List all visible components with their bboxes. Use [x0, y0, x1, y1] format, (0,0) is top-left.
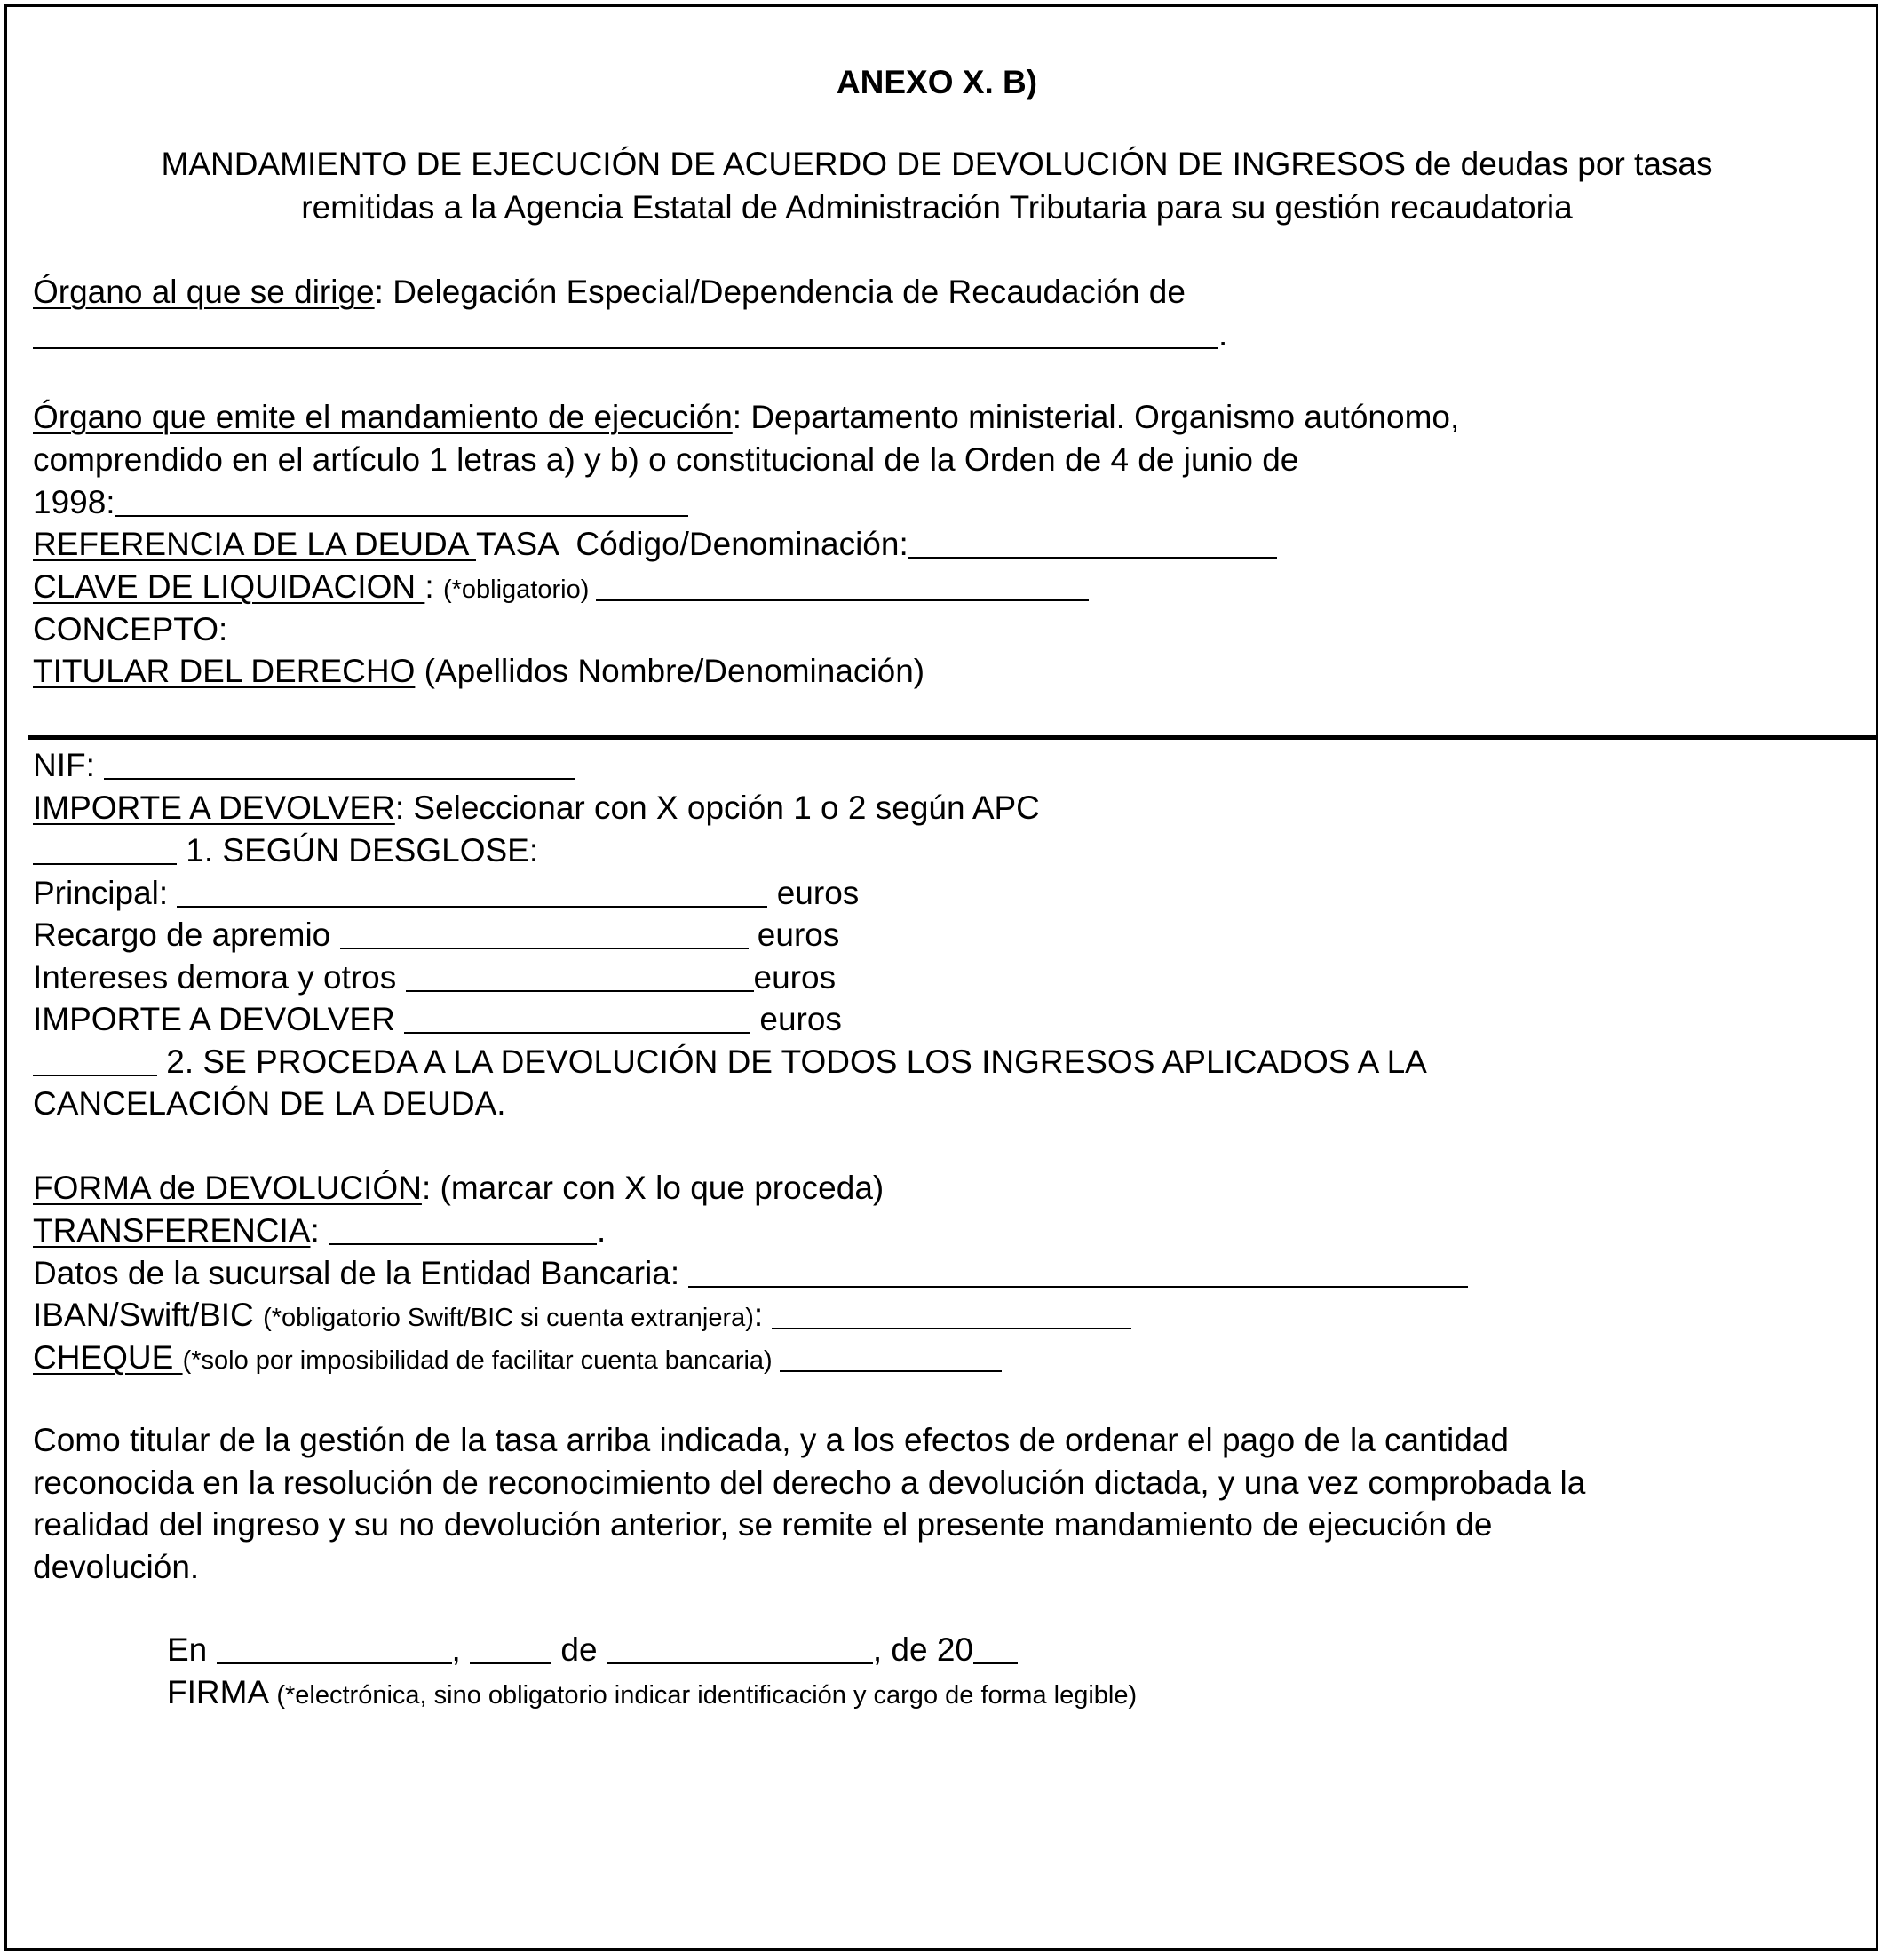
clave-label: CLAVE DE LIQUIDACION — [33, 568, 425, 605]
firma-label: FIRMA — [167, 1674, 277, 1710]
intereses-blank[interactable] — [406, 960, 754, 992]
organo-emite-year: 1998: — [33, 484, 115, 520]
total-label: IMPORTE A DEVOLVER — [33, 1001, 405, 1037]
cheque-line — [33, 1337, 1002, 1382]
date-de: de — [551, 1631, 607, 1668]
date-line — [167, 1629, 1018, 1670]
iban-blank[interactable] — [772, 1297, 1131, 1329]
principal-label: Principal: — [33, 875, 178, 911]
clave-blank[interactable] — [596, 569, 1089, 601]
nif-line — [33, 744, 575, 786]
importe-line — [33, 787, 1040, 829]
opcion2-text: 2. SE PROCEDA A LA DEVOLUCIÓN DE TODOS LOS INGRESOS APLICADOS A LA — [157, 1043, 1427, 1080]
transferencia-line — [33, 1210, 606, 1251]
total-blank[interactable] — [404, 1002, 750, 1034]
titular-line — [33, 650, 924, 692]
opcion1-checkbox-blank[interactable] — [33, 833, 177, 865]
referencia-blank[interactable] — [908, 527, 1277, 559]
sucursal-label: Datos de la sucursal de la Entidad Bancaria: — [33, 1255, 689, 1291]
recargo-blank[interactable] — [340, 917, 749, 949]
opcion2-checkbox-blank[interactable] — [33, 1044, 157, 1076]
opcion2-line2: CANCELACIÓN DE LA DEUDA. — [33, 1085, 506, 1122]
principal-line — [33, 872, 859, 914]
organo-emite-label: Órgano que emite el mandamiento de ejecución — [33, 399, 733, 435]
principal-blank[interactable] — [177, 876, 767, 908]
transferencia-colon: : — [310, 1212, 329, 1249]
closing-line3: realidad del ingreso y su no devolución anterior, se remite el presente mandamiento de ejecución de — [33, 1506, 1493, 1543]
closing-line4: devolución. — [33, 1549, 200, 1585]
opcion1-line — [33, 829, 538, 871]
section-separator — [28, 735, 1877, 740]
opcion1-text: 1. SEGÚN DESGLOSE: — [177, 832, 539, 869]
referencia-line — [33, 523, 1277, 565]
firma-line — [167, 1671, 1137, 1717]
intereses-euros: euros — [753, 959, 837, 996]
forma-text: : (marcar con X lo que proceda) — [421, 1170, 885, 1206]
total-euros: euros — [750, 1001, 842, 1037]
title-text: ANEXO X. B) — [836, 64, 1038, 100]
importe-label: IMPORTE A DEVOLVER — [33, 790, 395, 826]
organo-emite-line2: comprendido en el artículo 1 letras a) y b) o constitucional de la Orden de 4 de junio de — [33, 441, 1299, 478]
organo-emite-blank[interactable] — [115, 485, 688, 517]
date-day-blank[interactable] — [470, 1632, 551, 1664]
date-comma: , — [451, 1631, 471, 1668]
cheque-blank[interactable] — [780, 1340, 1002, 1372]
titular-text: (Apellidos Nombre/Denominación) — [415, 653, 925, 689]
date-de20: , de 20 — [872, 1631, 973, 1668]
organo-dirige-label: Órgano al que se dirige — [33, 274, 375, 310]
clave-line — [33, 566, 1089, 611]
forma-label: FORMA de DEVOLUCIÓN — [33, 1170, 422, 1206]
opcion2-line — [33, 1041, 1427, 1083]
referencia-label: REFERENCIA DE LA DEUDA — [33, 526, 476, 562]
referencia-text: TASA Código/Denominación: — [475, 526, 908, 562]
forma-line — [33, 1167, 884, 1209]
organo-dirige-text: : Delegación Especial/Dependencia de Recaudación de — [374, 274, 1186, 310]
date-en: En — [167, 1631, 217, 1668]
intereses-line — [33, 956, 836, 998]
nif-blank[interactable] — [104, 748, 575, 780]
transferencia-dot: . — [597, 1212, 607, 1249]
cheque-label: CHEQUE — [33, 1339, 183, 1376]
closing-line2: reconocida en la resolución de reconocimiento del derecho a devolución dictada, y una vez comprobada la — [33, 1464, 1586, 1501]
cheque-note: (*solo por imposibilidad de facilitar cuenta bancaria) — [182, 1346, 780, 1375]
transferencia-blank[interactable] — [329, 1213, 597, 1245]
clave-colon: : — [424, 568, 443, 605]
sucursal-line — [33, 1252, 1468, 1294]
clave-note: (*obligatorio) — [442, 575, 597, 604]
document-subtitle-line2: remitidas a la Agencia Estatal de Administración Tributaria para su gestión recaudatoria — [301, 189, 1573, 226]
date-place-blank[interactable] — [217, 1632, 452, 1664]
iban-line — [33, 1294, 1131, 1339]
titular-label: TITULAR DEL DERECHO — [33, 653, 416, 689]
closing-line1: Como titular de la gestión de la tasa arriba indicada, y a los efectos de ordenar el pago de la cantidad — [33, 1422, 1509, 1458]
iban-colon: : — [753, 1297, 773, 1333]
recargo-label: Recargo de apremio — [33, 917, 340, 953]
organo-emite-text: : Departamento ministerial. Organismo autónomo, — [732, 399, 1460, 435]
firma-note: (*electrónica, sino obligatorio indicar identificación y cargo de forma legible) — [276, 1681, 1138, 1710]
organo-dirige-blank-line — [33, 313, 1227, 355]
recargo-line — [33, 914, 839, 956]
organo-dirige-end: . — [1218, 316, 1228, 353]
intereses-label: Intereses demora y otros — [33, 959, 406, 996]
principal-euros: euros — [767, 875, 860, 911]
organo-dirige-line — [33, 271, 1186, 313]
recargo-euros: euros — [748, 917, 840, 953]
sucursal-blank[interactable] — [688, 1256, 1468, 1288]
organo-dirige-blank[interactable] — [33, 317, 1218, 349]
nif-label: NIF: — [33, 747, 105, 783]
date-year-blank[interactable] — [973, 1632, 1018, 1664]
importe-text: : Seleccionar con X opción 1 o 2 según APC — [394, 790, 1040, 826]
document-subtitle-line1: MANDAMIENTO DE EJECUCIÓN DE ACUERDO DE DEVOLUCIÓN DE INGRESOS de deudas por tasas — [161, 146, 1713, 182]
iban-label: IBAN/Swift/BIC — [33, 1297, 264, 1333]
transferencia-label: TRANSFERENCIA — [33, 1212, 311, 1249]
document-title — [0, 60, 1874, 104]
concepto-line: CONCEPTO: — [33, 611, 228, 647]
iban-note: (*obligatorio Swift/BIC si cuenta extranjera) — [263, 1304, 754, 1332]
total-line — [33, 998, 842, 1040]
organo-emite-line — [33, 396, 1459, 438]
date-month-blank[interactable] — [607, 1632, 873, 1664]
organo-emite-line3 — [33, 481, 688, 523]
